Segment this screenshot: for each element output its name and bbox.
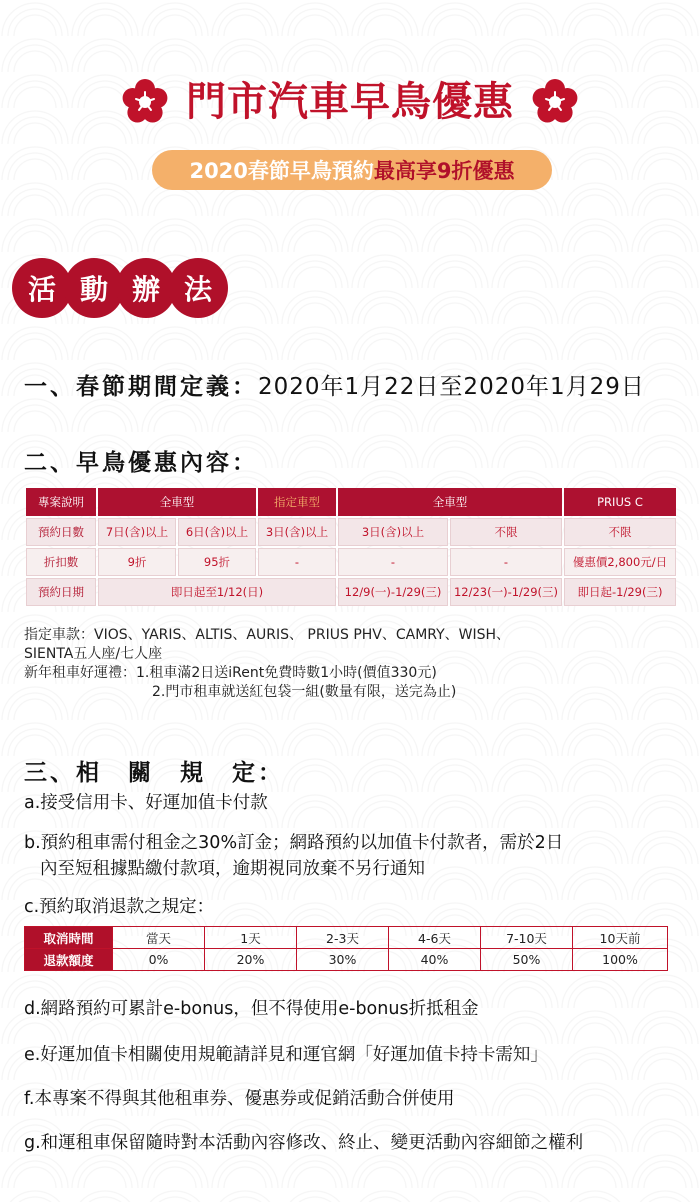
table-cell: 7-10天 [481, 927, 573, 949]
table-cell: 9折 [98, 548, 176, 576]
table-cell: 6日(含)以上 [178, 518, 256, 546]
rule-b [24, 830, 684, 882]
table-cell: 7日(含)以上 [98, 518, 176, 546]
promo-table-header [26, 488, 676, 516]
table-cell: 3日(含)以上 [338, 518, 448, 546]
note-line: 指定車款：VIOS、YARIS、ALTIS、AURIS、 PRIUS PHV、CAMRY、WISH、 [24, 627, 511, 643]
subtitle-pill [152, 150, 552, 190]
table-cell: 0% [113, 949, 205, 971]
rule-b-line2: 內至短租據點繳付款項，逾期視同放棄不另行通知 [40, 859, 425, 879]
table-cell: 100% [573, 949, 668, 971]
note-line: 2.門市租車就送紅包袋一組(數量有限，送完為止) [152, 684, 457, 700]
table-cell: 12/9(一)-1/29(三) [338, 578, 448, 606]
table-cell: 折扣數 [26, 548, 96, 576]
badge-char: 辦 [118, 260, 174, 316]
note-line: SIENTA五人座/七人座 [24, 646, 163, 662]
table-cell: 40% [389, 949, 481, 971]
section-badge [14, 256, 234, 320]
table-row [25, 949, 668, 971]
table-cell: 即日起-1/29(三) [564, 578, 676, 606]
table-row [26, 578, 676, 606]
refund-table [24, 926, 668, 971]
table-row [26, 548, 676, 576]
rule-g: g.和運租車保留隨時對本活動內容修改、終止、變更活動內容細節之權利 [24, 1133, 584, 1153]
note-line: 新年租車好運禮：1.租車滿2日送iRent免費時數1小時(價值330元) [24, 665, 437, 681]
table-cell: 預約日數 [26, 518, 96, 546]
table-cell: 50% [481, 949, 573, 971]
table-cell: 20% [205, 949, 297, 971]
header-cell: 指定車型 [258, 488, 336, 516]
table-cell: 95折 [178, 548, 256, 576]
promo-table [24, 486, 678, 608]
section-1-heading [24, 368, 645, 401]
subtitle-highlight: 最高享9折優惠 [373, 159, 515, 183]
table-row [26, 518, 676, 546]
section-1-value: 2020年1月22日至2020年1月29日 [258, 374, 645, 400]
table-cell: 12/23(一)-1/29(三) [450, 578, 562, 606]
rule-f: f.本專案不得與其他租車券、優惠券或促銷活動合併使用 [24, 1089, 455, 1109]
rule-d: d.網路預約可累計e-bonus，但不得使用e-bonus折抵租金 [24, 999, 479, 1019]
rule-c: c.預約取消退款之規定： [24, 897, 215, 917]
notes-block [24, 626, 684, 702]
table-cell: 不限 [564, 518, 676, 546]
refund-amount-label: 退款額度 [25, 949, 113, 971]
section-2-heading: 二、早鳥優惠內容： [24, 450, 258, 476]
table-cell: - [450, 548, 562, 576]
table-cell: - [258, 548, 336, 576]
section-3-heading: 三、相 關 規 定： [24, 760, 284, 786]
subtitle-text: 2020春節早鳥預約 [189, 159, 374, 183]
rule-a: a.接受信用卡、好運加值卡付款 [24, 793, 268, 813]
table-row [25, 927, 668, 949]
table-cell: 4-6天 [389, 927, 481, 949]
table-cell: 不限 [450, 518, 562, 546]
badge-char: 動 [66, 260, 122, 316]
table-cell: 當天 [113, 927, 205, 949]
table-cell: 優惠價2,800元/日 [564, 548, 676, 576]
plum-blossom-icon [120, 77, 170, 127]
header-cell: 全車型 [98, 488, 256, 516]
table-cell: 3日(含)以上 [258, 518, 336, 546]
header-cell: 全車型 [338, 488, 562, 516]
table-cell: 30% [297, 949, 389, 971]
header-cell: 專案說明 [26, 488, 96, 516]
table-cell: 預約日期 [26, 578, 96, 606]
plum-blossom-icon [530, 77, 580, 127]
rule-e: e.好運加值卡相關使用規範請詳見和運官網「好運加值卡持卡需知」 [24, 1045, 548, 1065]
section-1-label: 一、春節期間定義： [24, 374, 258, 400]
badge-char: 活 [14, 260, 70, 316]
page-title: 門市汽車早鳥優惠 [186, 79, 514, 125]
badge-char: 法 [170, 260, 226, 316]
title-row [0, 72, 700, 132]
table-cell: - [338, 548, 448, 576]
table-cell: 即日起至1/12(日) [98, 578, 336, 606]
header-cell: PRIUS C [564, 488, 676, 516]
rule-b-line1: b.預約租車需付租金之30%訂金；網路預約以加值卡付款者，需於2日 [24, 833, 564, 853]
table-cell: 1天 [205, 927, 297, 949]
table-cell: 2-3天 [297, 927, 389, 949]
table-cell: 10天前 [573, 927, 668, 949]
refund-time-label: 取消時間 [25, 927, 113, 949]
